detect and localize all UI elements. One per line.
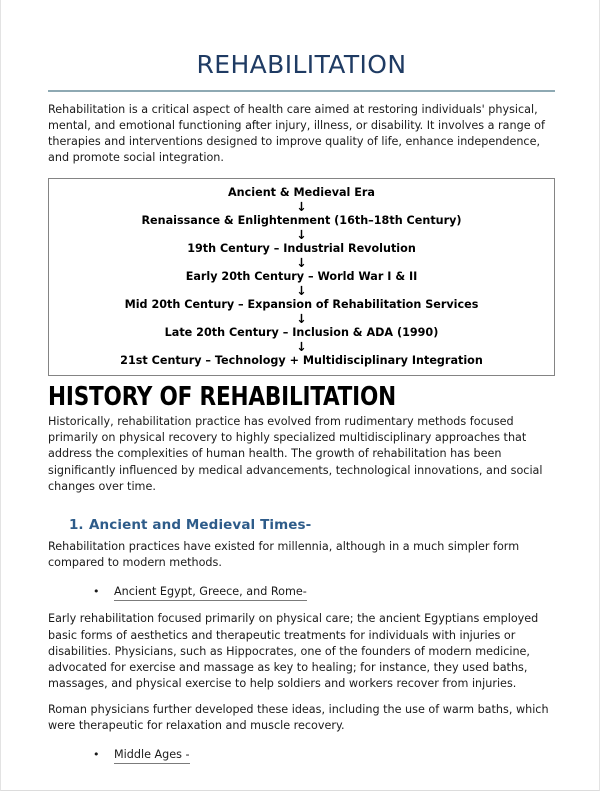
history-paragraph: Historically, rehabilitation practice has evolved from rudimentary methods focused primarily on physical recovery to highly specialized multidisciplinary approaches that address the complexities of human health. The growth of rehabilitation has been significantly influenced by medical advancements, technological innovations, and social changes over time. (48, 415, 543, 493)
timeline-box (48, 178, 555, 376)
list-item (48, 571, 555, 601)
down-arrow-icon: ↓ (296, 282, 307, 298)
down-arrow-icon: ↓ (296, 338, 307, 354)
bullet-1-body-paragraph-1: Early rehabilitation focused primarily on physical care; the ancient Egyptians employed basic forms of aesthetics and therapeutic treatments for individuals with injuries or disabilities. Physicians, such as Hippocrates, one of the founders of modern medicine, advocated for exercise and massage as key to healing; for instance, they used baths, massages, and physical exercise to help soldiers and workers recover from injuries. (48, 612, 539, 691)
timeline-step: Renaissance & Enlightenment (16th–18th Century) (141, 213, 462, 227)
bullet-icon: • (93, 585, 100, 599)
timeline-step: Ancient & Medieval Era (228, 185, 375, 199)
section-number: 1. (69, 517, 84, 534)
bullet-1-body-paragraph-2: Roman physicians further developed these ideas, including the use of warm baths, which were therapeutic for relaxation and muscle recovery. (48, 702, 549, 732)
down-arrow-icon: ↓ (296, 198, 307, 214)
intro-paragraph: Rehabilitation is a critical aspect of health care aimed at restoring individuals' physical, mental, and emotional functioning after injury, illness, or disability. It involves a range of therapies and interventions designed to improve quality of life, enhance independence, and promote social integration. (48, 102, 545, 165)
timeline-step: Early 20th Century – World War I & II (185, 269, 418, 283)
document-content (48, 0, 555, 764)
timeline-step: Mid 20th Century – Expansion of Rehabilitation Services (124, 297, 479, 311)
bullet-icon: • (93, 747, 100, 761)
history-heading: HISTORY OF REHABILITATION (48, 381, 397, 412)
list-item (48, 734, 555, 764)
list-item-label: Middle Ages - (114, 747, 190, 764)
down-arrow-icon: ↓ (296, 226, 307, 242)
timeline-step: Late 20th Century – Inclusion & ADA (1990) (164, 325, 439, 339)
page-title: REHABILITATION (196, 50, 407, 79)
down-arrow-icon: ↓ (296, 310, 307, 326)
section-heading-label: Ancient and Medieval Times- (89, 517, 312, 534)
section-1-heading (48, 495, 555, 533)
section-1-intro-paragraph: Rehabilitation practices have existed for millennia, although in a much simpler form compared to modern methods. (48, 540, 520, 570)
list-item-label: Ancient Egypt, Greece, and Rome- (114, 584, 307, 601)
down-arrow-icon: ↓ (296, 254, 307, 270)
timeline-step: 19th Century – Industrial Revolution (187, 241, 416, 255)
timeline-step: 21st Century – Technology + Multidisciplinary Integration (120, 353, 483, 367)
timeline-list (55, 185, 548, 368)
